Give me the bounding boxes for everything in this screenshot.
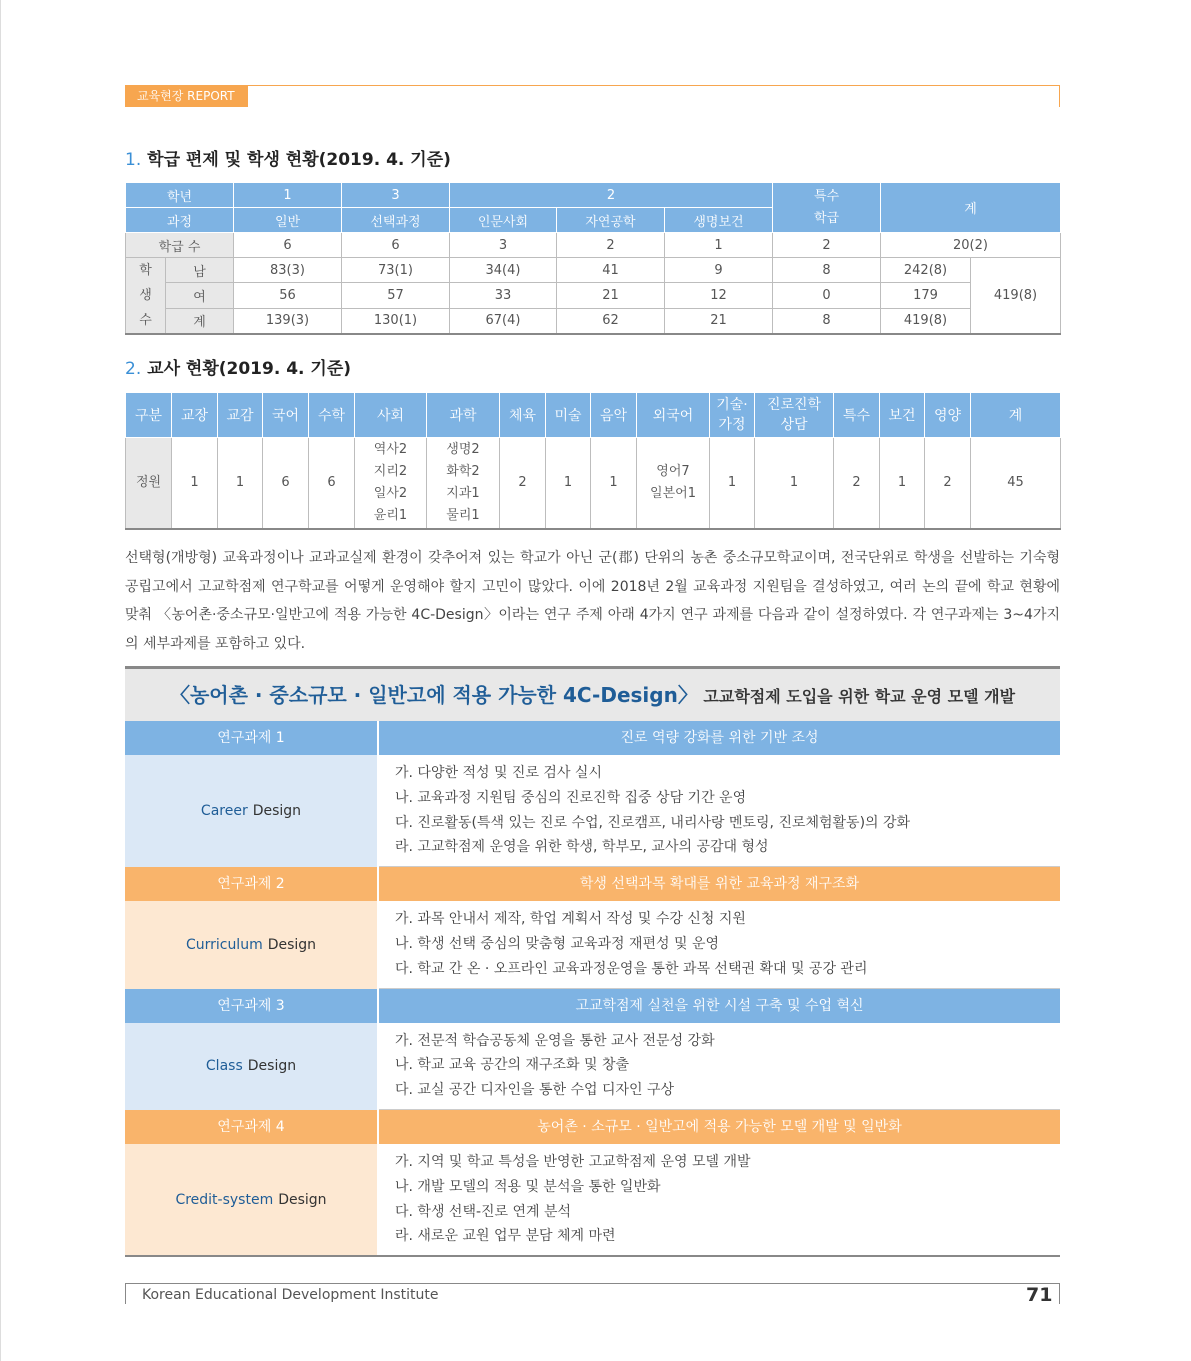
task-design-word: Design — [252, 803, 302, 820]
header-line — [248, 85, 1060, 86]
t1-special: 특수 학급 — [773, 183, 881, 233]
model-title-main: 〈농어촌 · 중소규모 · 일반고에 적용 가능한 4C-Design〉 — [169, 683, 698, 707]
task-3-body — [125, 1023, 1060, 1110]
t1-class-count-label: 학급 수 — [126, 233, 234, 258]
task-item: 다. 진로활동(특색 있는 진로 수업, 진로캠프, 내리사랑 멘토링, 진로체험활동)의 강화 — [395, 814, 911, 831]
task-items — [379, 901, 1060, 988]
t1-cell: 130(1) — [342, 308, 450, 334]
task-items — [379, 1023, 1060, 1110]
section2-title — [125, 354, 351, 379]
t1-cell: 83(3) — [234, 258, 342, 283]
t1-course: 자연공학 — [557, 208, 665, 233]
t2-header: 미술 — [546, 393, 591, 438]
t1-cell: 62 — [557, 308, 665, 334]
task-goal: 진로 역량 강화를 위한 기반 조성 — [379, 721, 1060, 755]
t2-header: 진로진학 상담 — [755, 393, 834, 438]
teacher-table — [125, 392, 1061, 530]
t1-grade-2: 2 — [450, 183, 773, 208]
t1-cell: 73(1) — [342, 258, 450, 283]
model-title — [125, 666, 1060, 721]
task-design — [125, 755, 379, 867]
t1-cell: 21 — [557, 283, 665, 308]
footer-rule-right — [1059, 1283, 1060, 1304]
header-tick — [1059, 85, 1060, 107]
task-label: 연구과제 4 — [125, 1110, 379, 1144]
task-item: 라. 새로운 교원 업무 분담 체계 마련 — [395, 1228, 616, 1245]
t1-cell: 6 — [342, 233, 450, 258]
footer-rule-left — [125, 1283, 126, 1304]
task-label: 연구과제 2 — [125, 867, 379, 901]
task-1-header — [125, 721, 1060, 755]
t1-cell: 57 — [342, 283, 450, 308]
t1-course: 일반 — [234, 208, 342, 233]
task-item: 가. 지역 및 학교 특성을 반영한 고교학점제 운영 모델 개발 — [395, 1153, 751, 1170]
t1-total: 계 — [881, 183, 1061, 233]
t2-cell: 2 — [834, 438, 880, 530]
t2-cell: 2 — [500, 438, 546, 530]
task-item: 나. 교육과정 지원팀 중심의 진로진학 집중 상담 기간 운영 — [395, 789, 747, 806]
header-tag: 교육현장 REPORT — [125, 85, 248, 107]
t2-header: 특수 — [834, 393, 880, 438]
task-item: 가. 다양한 적성 및 진로 검사 실시 — [395, 765, 602, 781]
task-keyword: Curriculum — [185, 936, 263, 953]
task-design-word: Design — [247, 1058, 297, 1075]
t1-course: 인문사회 — [450, 208, 557, 233]
t1-cell: 6 — [234, 233, 342, 258]
t1-cell: 56 — [234, 283, 342, 308]
t2-cell: 1 — [755, 438, 834, 530]
task-keyword: Credit-system — [175, 1191, 274, 1208]
t1-cell: 1 — [665, 233, 773, 258]
t1-student-label-char: 수 — [139, 313, 152, 328]
t1-row-label: 여 — [166, 283, 234, 308]
t2-cell: 1 — [546, 438, 591, 530]
t2-cell: 2 — [925, 438, 971, 530]
task-label: 연구과제 3 — [125, 989, 379, 1023]
task-item: 나. 학교 교육 공간의 재구조화 및 창출 — [395, 1057, 630, 1074]
class-student-table — [125, 182, 1061, 335]
t1-cell: 179 — [881, 283, 971, 308]
t1-cell: 2 — [557, 233, 665, 258]
task-keyword: Career — [200, 803, 248, 820]
section1-text: 학급 편제 및 학생 현황(2019. 4. 기준) — [141, 150, 451, 170]
t1-course: 선택과정 — [342, 208, 450, 233]
t2-cell: 6 — [309, 438, 355, 530]
t1-cell: 2 — [773, 233, 881, 258]
t2-cell: 1 — [172, 438, 218, 530]
task-design-word: Design — [278, 1191, 327, 1208]
task-label: 연구과제 1 — [125, 721, 379, 755]
section1-title — [125, 145, 451, 170]
footer-rule — [125, 1283, 1060, 1284]
page-number: 71 — [1026, 1284, 1053, 1306]
t1-course: 생명보건 — [665, 208, 773, 233]
task-1-body — [125, 755, 1060, 867]
t1-cell: 33 — [450, 283, 557, 308]
t2-cell: 생명2 화학2 지과1 물리1 — [427, 438, 500, 530]
t2-header: 외국어 — [637, 393, 710, 438]
task-4-body — [125, 1144, 1060, 1257]
t1-cell: 139(3) — [234, 308, 342, 334]
t2-header: 국어 — [263, 393, 309, 438]
task-goal: 고교학점제 실천을 위한 시설 구축 및 수업 혁신 — [379, 989, 1060, 1023]
t1-cell: 21 — [665, 308, 773, 334]
task-goal: 농어촌 · 소규모 · 일반고에 적용 가능한 모델 개발 및 일반화 — [379, 1110, 1060, 1144]
t1-cell: 12 — [665, 283, 773, 308]
t2-cell: 6 — [263, 438, 309, 530]
t2-header: 체육 — [500, 393, 546, 438]
t1-student-label — [126, 258, 166, 335]
t1-header-course: 과정 — [126, 208, 234, 233]
t1-student-label-char: 학 — [139, 263, 152, 278]
t2-cell: 역사2 지리2 일사2 윤리1 — [355, 438, 427, 530]
t2-header: 과학 — [427, 393, 500, 438]
t2-header: 수학 — [309, 393, 355, 438]
t1-cell: 67(4) — [450, 308, 557, 334]
task-design — [125, 1144, 379, 1255]
task-item: 다. 교실 공간 디자인을 통한 수업 디자인 구상 — [395, 1082, 675, 1099]
t2-header: 사회 — [355, 393, 427, 438]
t1-row-label: 계 — [166, 308, 234, 334]
t2-row-label: 정원 — [126, 438, 172, 530]
t1-cell: 3 — [450, 233, 557, 258]
t2-cell: 1 — [710, 438, 755, 530]
t1-cell: 20(2) — [881, 233, 1061, 258]
t2-header: 구분 — [126, 393, 172, 438]
t1-cell: 34(4) — [450, 258, 557, 283]
t2-header: 음악 — [591, 393, 637, 438]
t2-header: 교감 — [218, 393, 263, 438]
t2-cell: 1 — [218, 438, 263, 530]
page-edge — [0, 0, 1, 1361]
t1-grade-3: 3 — [342, 183, 450, 208]
task-3-header — [125, 989, 1060, 1023]
t1-header-grade: 학년 — [126, 183, 234, 208]
task-item: 가. 전문적 학습공동체 운영을 통한 교사 전문성 강화 — [395, 1032, 715, 1049]
t1-cell: 242(8) — [881, 258, 971, 283]
task-item: 가. 과목 안내서 제작, 학업 계획서 작성 및 수강 신청 지원 — [395, 911, 746, 928]
t1-cell: 0 — [773, 283, 881, 308]
t1-cell: 8 — [773, 308, 881, 334]
section2-text: 교사 현황(2019. 4. 기준) — [141, 359, 352, 379]
t2-header: 계 — [971, 393, 1061, 438]
t2-cell: 1 — [591, 438, 637, 530]
task-items — [379, 1144, 1060, 1255]
t1-cell: 419(8) — [881, 308, 971, 334]
t1-grand-total: 419(8) — [971, 258, 1061, 335]
task-design-word: Design — [267, 936, 317, 953]
t2-header: 기술· 가정 — [710, 393, 755, 438]
t2-cell: 45 — [971, 438, 1061, 530]
t2-header: 교장 — [172, 393, 218, 438]
t2-header: 영양 — [925, 393, 971, 438]
t1-row-label: 남 — [166, 258, 234, 283]
research-model-box — [125, 666, 1060, 1257]
t1-cell: 8 — [773, 258, 881, 283]
task-4-header — [125, 1110, 1060, 1144]
footer-institute: Korean Educational Development Institute — [142, 1287, 439, 1303]
section2-number: 2. — [125, 359, 142, 379]
task-item: 라. 고교학점제 운영을 위한 학생, 학부모, 교사의 공감대 형성 — [395, 839, 769, 856]
task-2-body — [125, 901, 1060, 988]
t2-header: 보건 — [880, 393, 925, 438]
task-goal: 학생 선택과목 확대를 위한 교육과정 재구조화 — [379, 867, 1060, 901]
task-item: 다. 학교 간 온 · 오프라인 교육과정운영을 통한 과목 선택권 확대 및 공강 관리 — [395, 960, 868, 977]
task-items — [379, 755, 1060, 867]
t1-grade-1: 1 — [234, 183, 342, 208]
t1-cell: 9 — [665, 258, 773, 283]
task-item: 나. 학생 선택 중심의 맞춤형 교육과정 재편성 및 운영 — [395, 935, 720, 952]
task-keyword: Class — [205, 1058, 243, 1075]
model-title-sub: 고교학점제 도입을 위한 학교 운영 모델 개발 — [697, 687, 1016, 706]
task-item: 나. 개발 모델의 적용 및 분석을 통한 일반화 — [395, 1178, 661, 1195]
task-design — [125, 901, 379, 988]
task-2-header — [125, 867, 1060, 901]
t2-cell: 1 — [880, 438, 925, 530]
t1-cell: 41 — [557, 258, 665, 283]
t2-cell: 영어7 일본어1 — [637, 438, 710, 530]
section1-number: 1. — [125, 150, 142, 170]
t1-student-label-char: 생 — [139, 288, 152, 303]
task-item: 다. 학생 선택-진로 연계 분석 — [395, 1203, 572, 1220]
task-design — [125, 1023, 379, 1110]
intro-paragraph: 선택형(개방형) 교육과정이나 교과교실제 환경이 갖추어져 있는 학교가 아닌 군(郡) 단위의 농촌 중소규모학교이며, 전국단위로 학생을 선발하는 기숙형 공립고에서 고교학점제 연구학교를 어떻게 운영해야 할지 고민이 많았다. 이에 2018년 2월 교육과정 지원팀을 결성하였고, 여러 논의 끝에 학교 현황에 맞춰 〈농어촌·중소규모·일반고에 적용 가능한 4C-Design〉이라는 연구 주제 아래 4가지 연구 과제를 다음과 같이 설정하였다. 각 연구과제는 3~4가지의 세부과제를 포함하고 있다. — [125, 550, 1060, 652]
